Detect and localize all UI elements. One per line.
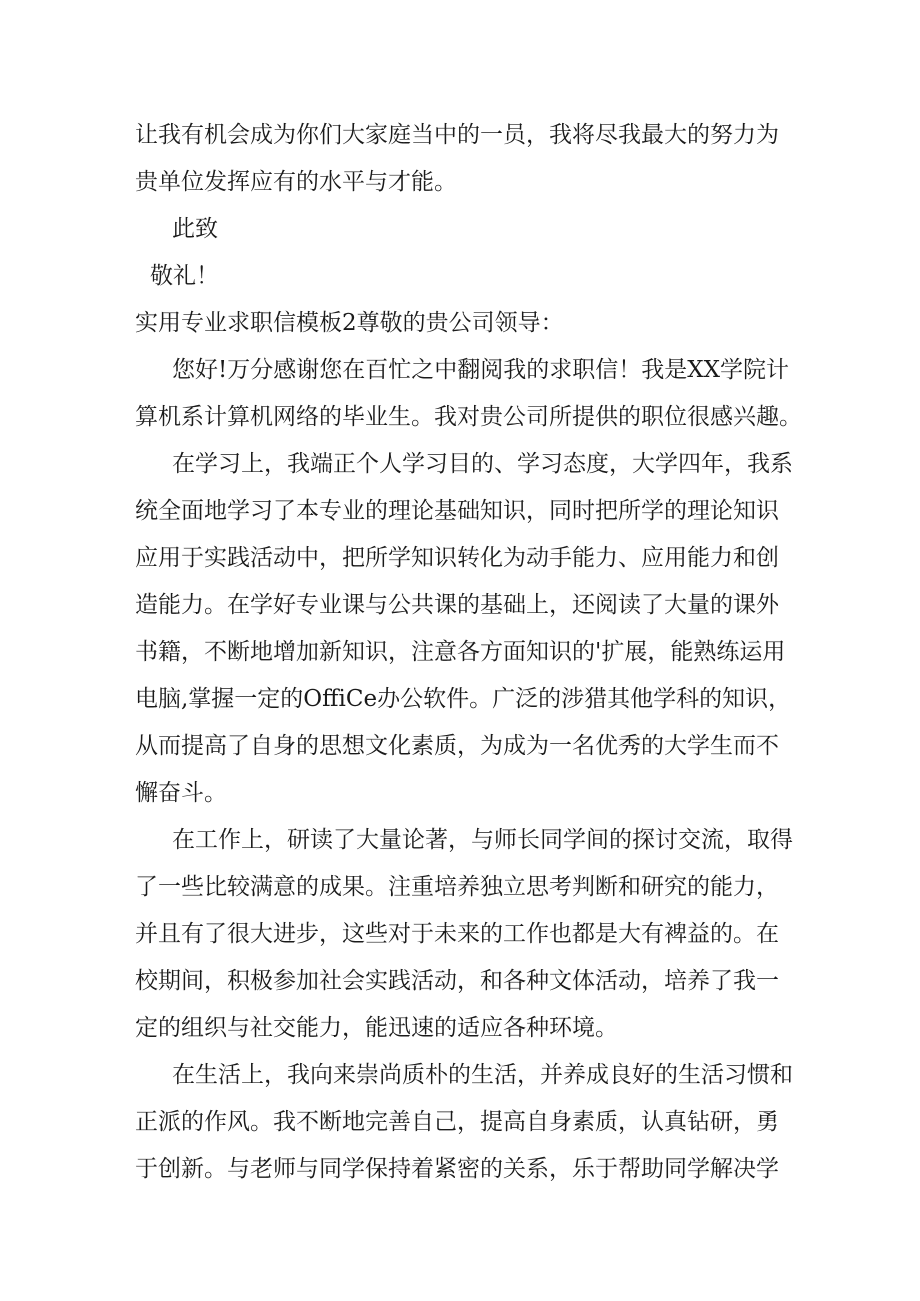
paragraph-line: 贵单位发挥应有的水平与才能。 bbox=[135, 169, 457, 195]
paragraph-line: 造能力。在学好专业课与公共课的基础上，还阅读了大量的课外 bbox=[135, 592, 779, 618]
paragraph-line: 书籍，不断地增加新知识，注意各方面知识的'扩展，能熟练运用 bbox=[135, 639, 786, 665]
paragraph-line: 懈奋斗。 bbox=[135, 780, 227, 806]
paragraph-line: 校期间，积极参加社会实践活动，和各种文体活动，培养了我一 bbox=[135, 968, 779, 994]
paragraph-line: 您好!万分感谢您在百忙之中翻阅我的求职信！我是XX学院计 bbox=[172, 357, 789, 383]
paragraph-line: 从而提高了自身的思想文化素质，为成为一名优秀的大学生而不 bbox=[135, 733, 779, 759]
paragraph-line: 统全面地学习了本专业的理论基础知识，同时把所学的理论知识 bbox=[135, 498, 779, 524]
paragraph-line: 在工作上，研读了大量论著，与师长同学间的探讨交流，取得 bbox=[172, 827, 793, 853]
paragraph-line: 在学习上，我端正个人学习目的、学习态度，大学四年，我系 bbox=[172, 451, 793, 477]
paragraph-line: 应用于实践活动中，把所学知识转化为动手能力、应用能力和创 bbox=[135, 545, 779, 571]
paragraph-line: 定的组织与社交能力，能迅速的适应各种环境。 bbox=[135, 1015, 618, 1041]
paragraph-line: 在生活上，我向来崇尚质朴的生活，并养成良好的生活习惯和 bbox=[172, 1062, 793, 1088]
closing-phrase: 此致 bbox=[172, 216, 218, 242]
paragraph-line: 正派的作风。我不断地完善自己，提高自身素质，认真钻研，勇 bbox=[135, 1109, 779, 1135]
salutation: 敬礼！ bbox=[150, 263, 219, 289]
paragraph-line: 让我有机会成为你们大家庭当中的一员，我将尽我最大的努力为 bbox=[135, 122, 779, 148]
paragraph-line: 了一些比较满意的成果。注重培养独立思考判断和研究的能力， bbox=[135, 874, 779, 900]
paragraph-line: 算机系计算机网络的毕业生。我对贵公司所提供的职位很感兴趣。 bbox=[135, 404, 802, 430]
paragraph-line: 于创新。与老师与同学保持着紧密的关系，乐于帮助同学解决学 bbox=[135, 1156, 779, 1182]
letter-heading: 实用专业求职信模板2尊敬的贵公司领导： bbox=[135, 310, 564, 336]
paragraph-line: 并且有了很大进步，这些对于未来的工作也都是大有裨益的。在 bbox=[135, 921, 779, 947]
paragraph-line: 电脑,掌握一定的OffiCe办公软件。广泛的涉猎其他学科的知识， bbox=[135, 686, 792, 712]
